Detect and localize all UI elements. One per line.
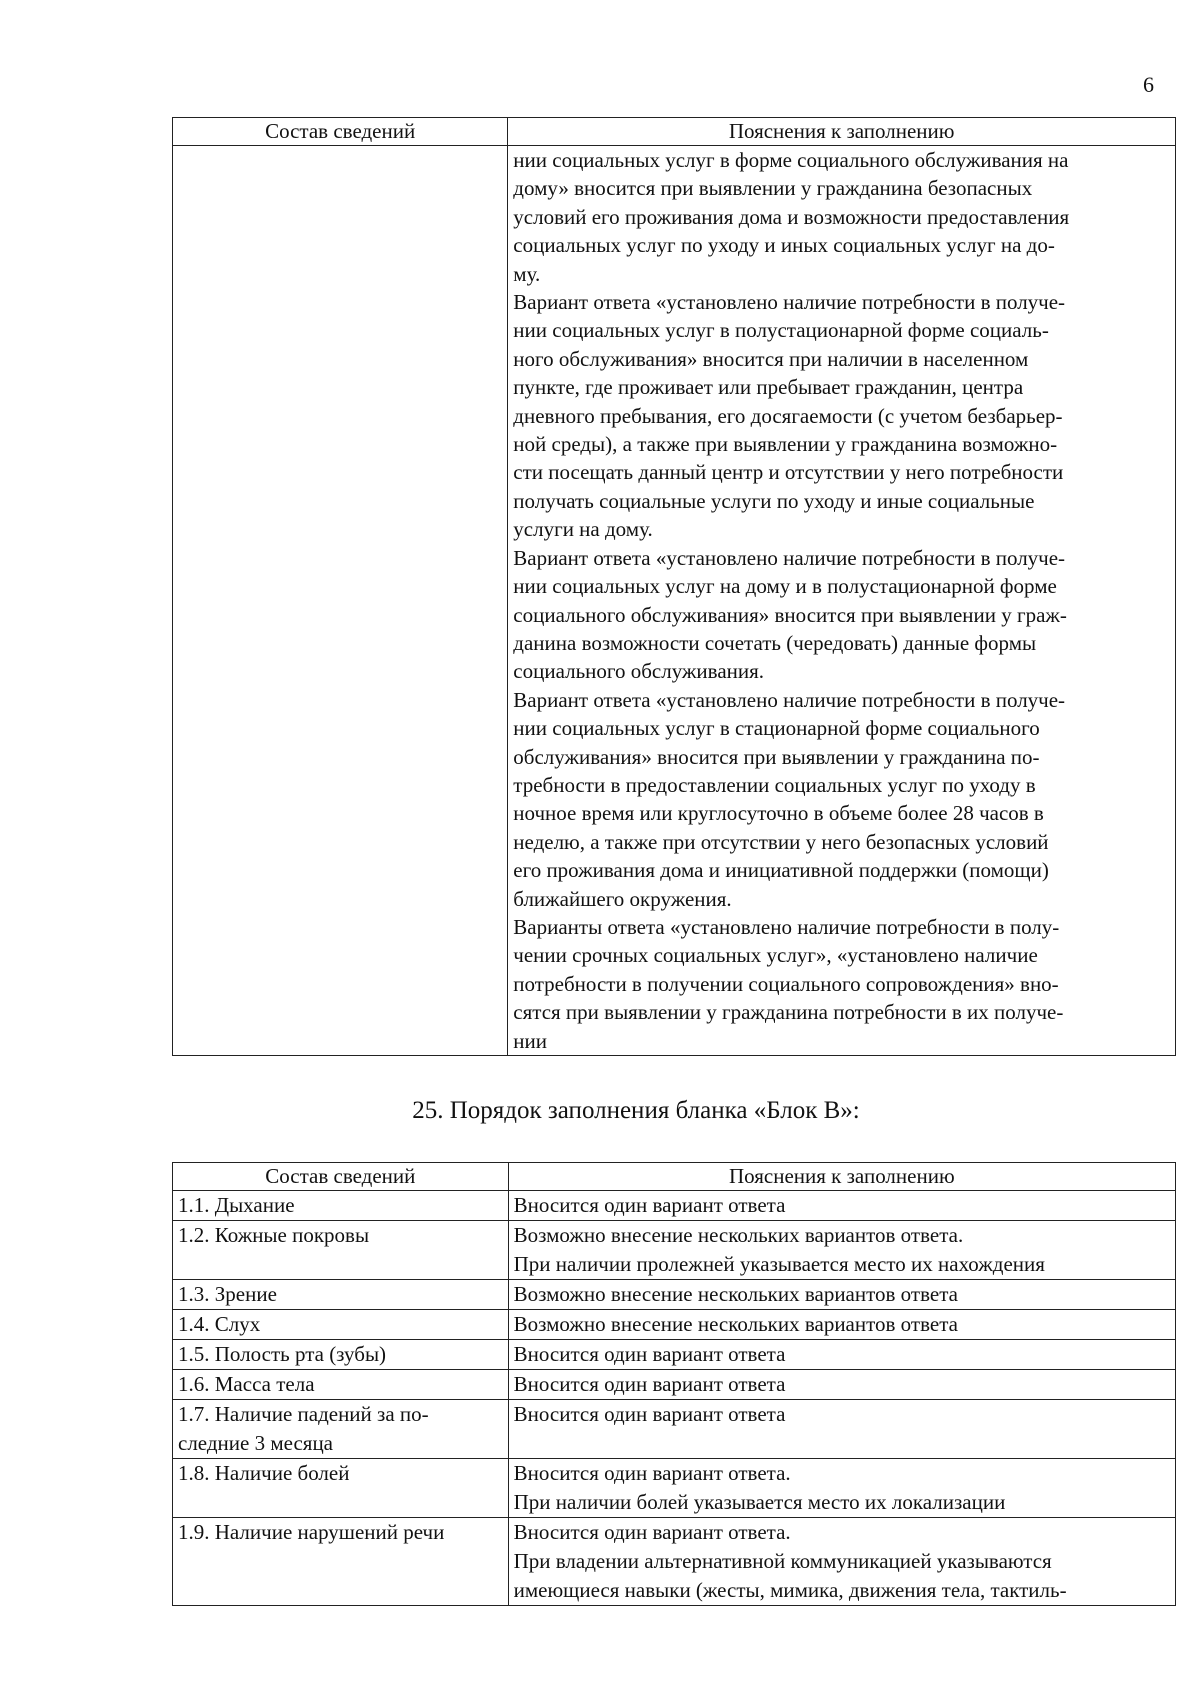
item-line: 1.1. Дыхание (178, 1193, 295, 1217)
item-line: следние 3 месяца (178, 1431, 333, 1455)
explanation-line: услуги на дому. (513, 517, 653, 542)
table-row (173, 1400, 1176, 1459)
note-line: Вносится один вариант ответа (513, 1342, 786, 1366)
note-cell (508, 1191, 1175, 1221)
explanation-line: требности в предоставлении социальных услуг по уходу в (513, 772, 1036, 797)
note-line: Возможно внесение нескольких вариантов ответа (513, 1312, 958, 1336)
note-cell (508, 1310, 1175, 1340)
explanation-line: ного обслуживания» вносится при наличии в населенном (513, 346, 1029, 371)
table-header-row (173, 118, 1176, 146)
table-row (173, 1459, 1176, 1518)
explanation-cell (508, 146, 1176, 1056)
explanation-line: Вариант ответа «установлено наличие потребности в получе- (513, 545, 1066, 570)
note-cell (508, 1459, 1175, 1518)
note-line: Возможно внесение нескольких вариантов ответа. (513, 1223, 964, 1247)
item-line: 1.4. Слух (178, 1312, 261, 1336)
note-cell (508, 1280, 1175, 1310)
composition-cell-empty (173, 146, 508, 1056)
note-line: Вносится один вариант ответа (513, 1402, 786, 1426)
item-cell (173, 1221, 509, 1280)
item-line: 1.8. Наличие болей (178, 1461, 350, 1485)
note-line: Вносится один вариант ответа (513, 1193, 786, 1217)
item-line: 1.6. Масса тела (178, 1372, 315, 1396)
item-line: 1.3. Зрение (178, 1282, 277, 1306)
note-line: Вносится один вариант ответа. (513, 1461, 791, 1485)
explanation-line: получать социальные услуги по уходу и иные социальные (513, 488, 1035, 513)
explanation-line: Вариант ответа «установлено наличие потребности в получе- (513, 687, 1066, 712)
column-header-composition: Состав сведений (173, 118, 508, 146)
table-header-row (173, 1163, 1176, 1191)
explanation-line: чении срочных социальных услуг», «установлено наличие (513, 943, 1038, 968)
explanation-line: социального обслуживания. (513, 659, 765, 684)
explanation-line: дому» вносится при выявлении у гражданина безопасных (513, 176, 1033, 201)
item-cell (173, 1518, 509, 1606)
note-cell (508, 1340, 1175, 1370)
item-cell (173, 1459, 509, 1518)
explanation-line: дневного пребывания, его досягаемости (с учетом безбарьер- (513, 403, 1063, 428)
table-row (173, 1221, 1176, 1280)
table-row (173, 1310, 1176, 1340)
explanation-line: нии социальных услуг в полустационарной форме социаль- (513, 318, 1049, 343)
block-v-table (172, 1162, 1176, 1606)
explanation-line: нии социальных услуг в форме социального обслуживания на (513, 148, 1069, 172)
explanation-line: ной среды), а также при выявлении у гражданина возможно- (513, 432, 1058, 457)
note-cell (508, 1370, 1175, 1400)
explanation-line: социального обслуживания» вносится при выявлении у граж- (513, 602, 1067, 627)
note-cell (508, 1518, 1175, 1606)
item-cell (173, 1191, 509, 1221)
item-cell (173, 1280, 509, 1310)
explanation-line: Вариант ответа «установлено наличие потребности в получе- (513, 290, 1066, 315)
page-number: 6 (1143, 72, 1154, 97)
continuation-table (172, 117, 1176, 1056)
explanation-line: обслуживания» вносится при выявлении у гражданина по- (513, 744, 1040, 769)
explanation-line: ближайшего окружения. (513, 886, 732, 911)
explanation-line: нии социальных услуг в стационарной форме социального (513, 716, 1040, 741)
explanation-line: нии (513, 1028, 547, 1053)
note-line: При наличии болей указывается место их локализации (513, 1490, 1006, 1514)
explanation-line: Варианты ответа «установлено наличие потребности в полу- (513, 914, 1060, 939)
explanation-line: ночное время или круглосуточно в объеме более 28 часов в (513, 801, 1044, 826)
note-line: При владении альтернативной коммуникацией указываются (513, 1549, 1052, 1573)
item-line: 1.9. Наличие нарушений речи (178, 1520, 445, 1544)
section-title: 25. Порядок заполнения бланка «Блок В»: (412, 1097, 860, 1124)
note-cell (508, 1221, 1175, 1280)
table-row (173, 146, 1176, 1056)
item-line: 1.5. Полость рта (зубы) (178, 1342, 387, 1366)
table-row (173, 1191, 1176, 1221)
item-cell (173, 1400, 509, 1459)
explanation-line: пункте, где проживает или пребывает гражданин, центра (513, 375, 1024, 400)
note-line: Вносится один вариант ответа (513, 1372, 786, 1396)
note-line: Вносится один вариант ответа. (513, 1520, 791, 1544)
item-cell (173, 1340, 509, 1370)
column-header-composition: Состав сведений (173, 1163, 509, 1191)
table-row (173, 1518, 1176, 1606)
note-line: Возможно внесение нескольких вариантов ответа (513, 1282, 958, 1306)
item-cell (173, 1310, 509, 1340)
explanation-line: сятся при выявлении у гражданина потребности в их получе- (513, 1000, 1064, 1025)
explanation-line: му. (513, 261, 541, 286)
explanation-line: сти посещать данный центр и отсутствии у него потребности (513, 460, 1064, 485)
note-cell (508, 1400, 1175, 1459)
note-line: имеющиеся навыки (жесты, мимика, движения тела, тактиль- (513, 1578, 1067, 1602)
explanation-line: его проживания дома и инициативной поддержки (помощи) (513, 858, 1049, 883)
item-line: 1.2. Кожные покровы (178, 1223, 370, 1247)
item-cell (173, 1370, 509, 1400)
table-row (173, 1370, 1176, 1400)
explanation-line: нии социальных услуг на дому и в полустационарной форме (513, 574, 1057, 599)
column-header-explanations: Пояснения к заполнению (508, 1163, 1175, 1191)
column-header-explanations: Пояснения к заполнению (508, 118, 1176, 146)
table-row (173, 1280, 1176, 1310)
explanation-line: потребности в получении социального сопровождения» вно- (513, 971, 1059, 996)
item-line: 1.7. Наличие падений за по- (178, 1402, 429, 1426)
explanation-line: неделю, а также при отсутствии у него безопасных условий (513, 829, 1049, 854)
explanation-line: данина возможности сочетать (чередовать) данные формы (513, 630, 1037, 655)
explanation-line: социальных услуг по уходу и иных социальных услуг на до- (513, 233, 1055, 258)
table-row (173, 1340, 1176, 1370)
note-line: При наличии пролежней указывается место их нахождения (513, 1252, 1045, 1276)
explanation-line: условий его проживания дома и возможности предоставления (513, 204, 1070, 229)
